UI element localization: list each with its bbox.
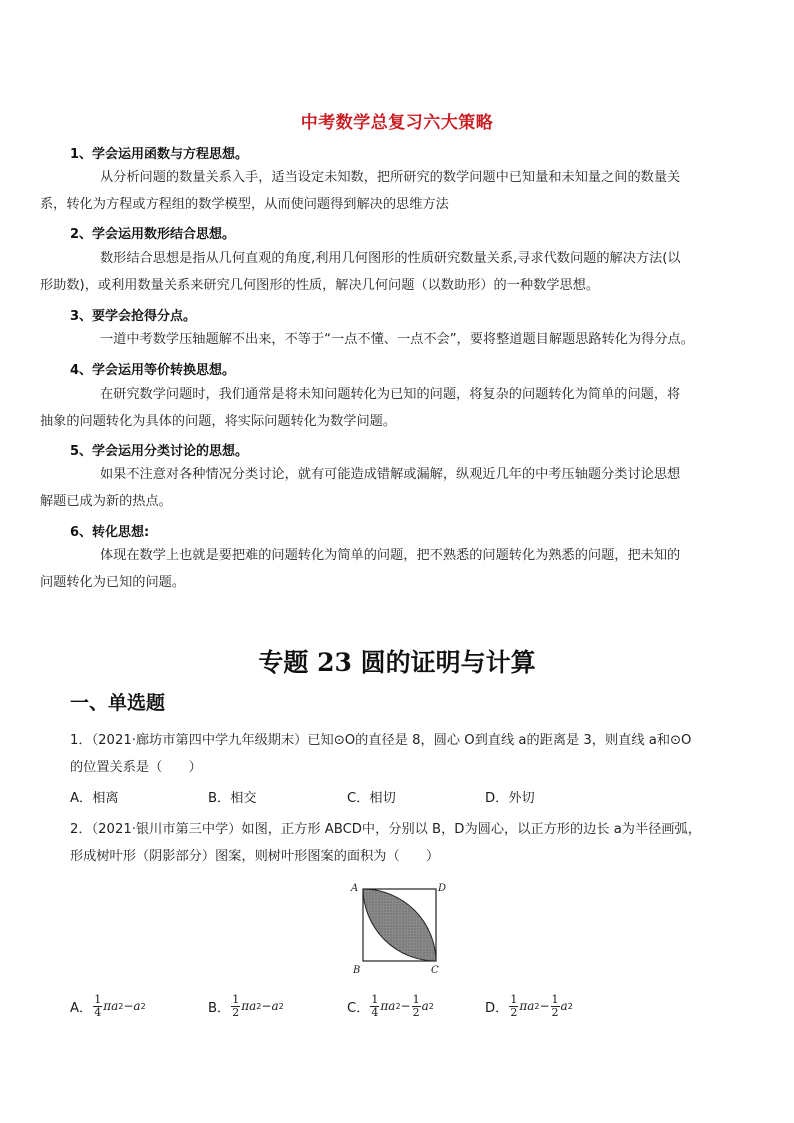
q1-option-a: A．相离 [70, 791, 119, 806]
label-b: B [353, 965, 361, 976]
term: a [271, 999, 279, 1013]
term: a [133, 999, 141, 1013]
q1-option-d: D．外切 [485, 791, 535, 806]
numerator: 1 [232, 992, 240, 1006]
question-1-options [70, 787, 730, 814]
option-label: B． [208, 1000, 231, 1016]
operator: − [123, 999, 134, 1013]
term: πa [380, 999, 396, 1013]
q2-option-b [208, 986, 284, 1026]
exponent: 2 [534, 1001, 540, 1011]
question-2-line-1: 2．（2021·银川市第三中学）如图，正方形 ABCD中，分别以 B，D为圆心，以正方形的边长 a为半径画弧， [70, 822, 701, 837]
q2-option-d [485, 986, 573, 1026]
label-a: A [351, 883, 359, 894]
numerator: 1 [371, 992, 379, 1006]
term: πa [103, 999, 119, 1013]
strategy-5-line-2: 解题已成为新的热点。 [40, 494, 172, 509]
exponent: 2 [256, 1001, 262, 1011]
term: a [560, 999, 568, 1013]
strategy-4-line-1: 在研究数学问题时，我们通常是将未知问题转化为已知的问题，将复杂的问题转化为简单的问题，将 [100, 387, 681, 402]
shaded-leaf [363, 889, 436, 961]
strategy-2-line-1: 数形结合思想是指从几何直观的角度,利用几何图形的性质研究数量关系,寻求代数问题的解决方法(以 [100, 251, 681, 266]
denominator: 2 [551, 1005, 559, 1019]
strategy-4-text [40, 381, 726, 435]
strategy-4-heading: 4、学会运用等价转换思想。 [70, 363, 236, 378]
fraction [509, 994, 518, 1019]
strategy-5-line-1: 如果不注意对各种情况分类讨论，就有可能造成错解或漏解，纵观近几年的中考压轴题分类讨论思想 [100, 467, 681, 482]
question-1 [70, 727, 730, 781]
denominator: 4 [94, 1005, 102, 1019]
fraction [370, 994, 379, 1019]
fraction [412, 994, 421, 1019]
topic-title: 专题 23 圆的证明与计算 [258, 648, 536, 677]
numerator: 1 [551, 992, 559, 1006]
denominator: 2 [412, 1005, 420, 1019]
numerator: 1 [510, 992, 518, 1006]
strategy-6-text [40, 542, 726, 596]
exponent: 2 [118, 1001, 124, 1011]
strategy-2-line-2: 形助数)，或利用数量关系来研究几何图形的性质，解决几何问题（以数助形）的一种数学思想。 [40, 278, 600, 293]
operator: − [539, 999, 550, 1013]
term: a [421, 999, 429, 1013]
option-label: D． [485, 1000, 509, 1016]
strategy-3-text [70, 326, 726, 353]
option-label: A． [70, 1000, 93, 1016]
strategy-1-line-1: 从分析问题的数量关系入手，适当设定未知数，把所研究的数学问题中已知量和未知量之间的数量关 [100, 170, 681, 185]
denominator: 2 [510, 1005, 518, 1019]
section-title: 一、单选题 [70, 692, 166, 714]
exponent: 2 [428, 1001, 434, 1011]
main-title: 中考数学总复习六大策略 [300, 113, 494, 133]
strategy-6-heading: 6、转化思想: [70, 525, 150, 540]
label-c: C [431, 965, 439, 976]
strategy-1-line-2: 系，转化为方程或方程组的数学模型，从而使问题得到解决的思维方法 [40, 197, 449, 212]
strategy-3-line-1: 一道中考数学压轴题解不出来，不等于“一点不懂、一点不会”，要将整道题目解题思路转化为得分点。 [100, 332, 694, 347]
exponent: 2 [567, 1001, 573, 1011]
option-label: C． [347, 1000, 370, 1016]
denominator: 4 [371, 1005, 379, 1019]
exponent: 2 [278, 1001, 284, 1011]
fraction [231, 994, 240, 1019]
fraction [93, 994, 102, 1019]
strategy-4-line-2: 抽象的问题转化为具体的问题，将实际问题转化为数学问题。 [40, 414, 397, 429]
q1-option-b: B．相交 [208, 791, 257, 806]
strategy-2-heading: 2、学会运用数形结合思想。 [70, 227, 236, 242]
question-2 [70, 816, 730, 870]
fraction [551, 994, 560, 1019]
question-1-line-1: 1．（2021·廊坊市第四中学九年级期末）已知⊙O的直径是 8，圆心 O到直线 a的距离是 3，则直线 a和⊙O [70, 733, 692, 748]
leaf-diagram [342, 880, 452, 980]
strategy-5-text [40, 461, 726, 515]
q1-option-c: C．相切 [347, 791, 396, 806]
term: πa [519, 999, 535, 1013]
strategy-5-heading: 5、学会运用分类讨论的思想。 [70, 444, 249, 459]
strategy-6-line-2: 问题转化为已知的问题。 [40, 575, 186, 590]
question-1-line-2: 的位置关系是（ ） [70, 760, 202, 775]
numerator: 1 [94, 992, 102, 1006]
exponent: 2 [395, 1001, 401, 1011]
operator: − [400, 999, 411, 1013]
strategy-1-heading: 1、学会运用函数与方程思想。 [70, 147, 249, 162]
label-d: D [438, 883, 447, 894]
question-2-line-2: 形成树叶形（阴影部分）图案，则树叶形图案的面积为（ ） [70, 849, 440, 864]
q2-option-a [70, 986, 146, 1026]
exponent: 2 [140, 1001, 146, 1011]
numerator: 1 [412, 992, 420, 1006]
strategy-6-line-1: 体现在数学上也就是要把难的问题转化为简单的问题，把不熟悉的问题转化为熟悉的问题，把未知的 [100, 548, 681, 563]
leaf-figure [342, 880, 452, 980]
question-2-options [70, 986, 730, 1026]
operator: − [261, 999, 272, 1013]
strategy-1-text [40, 164, 726, 218]
denominator: 2 [232, 1005, 240, 1019]
q2-option-c [347, 986, 434, 1026]
term: πa [241, 999, 257, 1013]
strategy-3-heading: 3、要学会抢得分点。 [70, 309, 197, 324]
strategy-2-text [40, 245, 726, 299]
